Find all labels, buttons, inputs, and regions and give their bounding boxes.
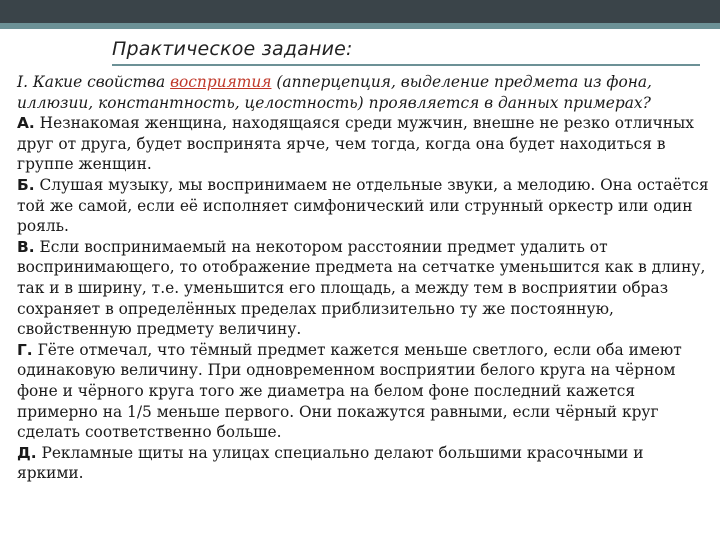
- item-marker: В.: [17, 237, 35, 256]
- example-item-v: [17, 237, 709, 340]
- item-text: Незнакомая женщина, находящаяся среди мужчин, внешне не резко отличных друг от друга, будет воспринята ярче, чем тогда, когда она будет находиться в группе женщин.: [17, 114, 694, 174]
- top-bar: [0, 0, 720, 23]
- item-marker: Г.: [17, 340, 33, 359]
- item-marker: А.: [17, 114, 35, 133]
- item-marker: Д.: [17, 443, 37, 462]
- item-marker: Б.: [17, 175, 35, 194]
- item-text: Если воспринимаемый на некотором расстоянии предмет удалить от воспринимающего, то отображение предмета на сетчатке уменьшится как в длину, так и в ширину, т.е. уменьшится его площадь, а между тем в восприятии образ сохраняет в определённых пределах приблизительно ту же постоянную, свойственную предмету величину.: [17, 237, 706, 339]
- example-item-a: [17, 113, 709, 175]
- highlighted-term-link[interactable]: восприятия: [170, 73, 272, 91]
- accent-strip: [0, 23, 720, 29]
- item-text: Слушая музыку, мы воспринимаем не отдельные звуки, а мелодию. Она остаётся той же самой, если её исполняет симфонический или струнный оркестр или один рояль.: [17, 175, 709, 236]
- example-item-g: [17, 340, 709, 443]
- slide-title: Практическое задание:: [112, 38, 353, 60]
- question-text: [17, 72, 709, 113]
- question-before: Какие свойства: [32, 73, 171, 91]
- question-number: I.: [17, 73, 28, 91]
- slide-content: [17, 72, 709, 484]
- example-item-b: [17, 175, 709, 237]
- question-after: (апперцепция, выделение предмета из фона, иллюзии, константность, целостность) проявляется в данных примерах?: [17, 73, 652, 112]
- item-text: Рекламные щиты на улицах специально делают большими красочными и яркими.: [17, 443, 644, 483]
- item-text: Гёте отмечал, что тёмный предмет кажется меньше светлого, если оба имеют одинаковую величину. При одновременном восприятии белого круга на чёрном фоне и чёрного круга того же диаметра на белом фоне последний кажется примерно на 1/5 меньше первого. Они покажутся равными, если чёрный круг сделать соответственно больше.: [17, 340, 682, 442]
- example-item-d: [17, 443, 709, 484]
- title-underline: [112, 64, 700, 66]
